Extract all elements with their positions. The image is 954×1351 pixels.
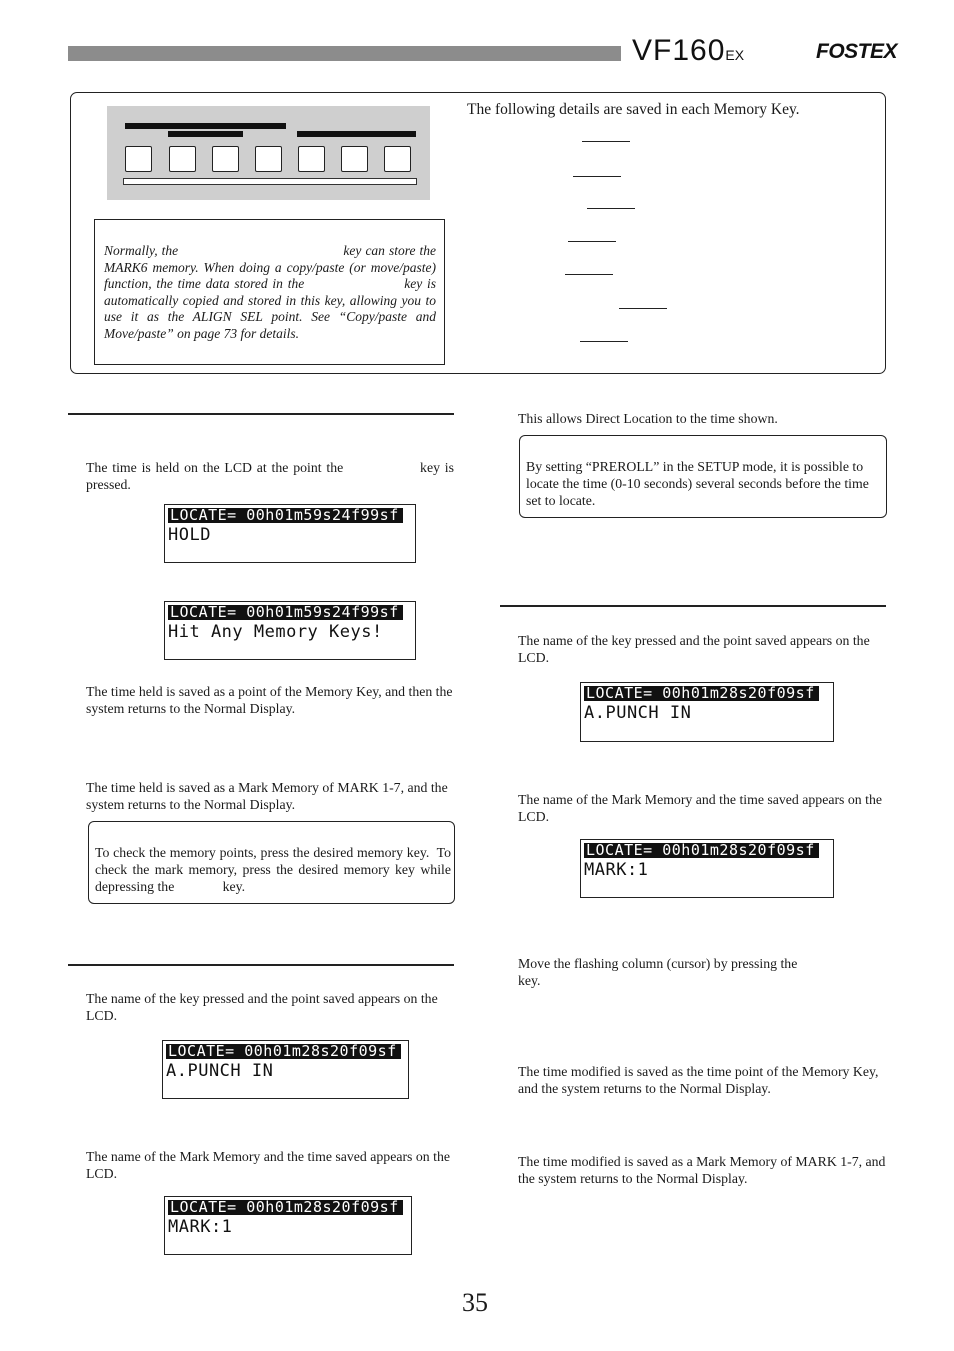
brand-logo: FOSTEX [816, 40, 898, 63]
panel-bar [168, 131, 243, 137]
lcd-line-2: MARK:1 [168, 1217, 233, 1237]
section-rule [68, 413, 454, 415]
cursor-paragraph: Move the flashing column (cursor) by pressing the key. [518, 956, 846, 988]
section-rule [68, 964, 454, 966]
lcd-line-1: LOCATE= 00h01m28s20f09sf [166, 1044, 401, 1059]
lcd-display [164, 601, 416, 660]
panel-bar [125, 123, 286, 129]
lcd-line-1: LOCATE= 00h01m59s24f99sf [168, 508, 403, 523]
header-bar [68, 46, 621, 61]
lcd-line-1: LOCATE= 00h01m28s20f09sf [584, 686, 819, 701]
underline [565, 274, 613, 275]
memory-key [212, 146, 239, 172]
saved-mark-paragraph: The time held is saved as a Mark Memory of MARK 1-7, and the system returns to the Normal Display. [86, 780, 452, 812]
lcd-line-2: A.PUNCH IN [166, 1061, 274, 1081]
hold-paragraph: The time is held on the LCD at the point the key is pressed. [86, 460, 458, 492]
lcd-display [580, 839, 834, 898]
underline [582, 141, 630, 142]
saved-point-paragraph: The time held is saved as a point of the Memory Key, and then the system returns to the Normal Display. [86, 684, 456, 716]
lcd-line-1: LOCATE= 00h01m59s24f99sf [168, 605, 403, 620]
time-modified-point-paragraph: The time modified is saved as the time point of the Memory Key, and the system returns to the Normal Display. [518, 1064, 882, 1096]
memory-key [169, 146, 196, 172]
lcd-line-2: A.PUNCH IN [584, 703, 692, 723]
underline [619, 308, 667, 309]
underline [587, 208, 635, 209]
lcd-line-1: LOCATE= 00h01m28s20f09sf [168, 1200, 403, 1215]
key-name-paragraph: The name of the key pressed and the point saved appears on the LCD. [86, 991, 442, 1023]
lcd-line-1: LOCATE= 00h01m28s20f09sf [584, 843, 819, 858]
lcd-line-2: HOLD [168, 525, 211, 545]
memory-key [384, 146, 411, 172]
model-name: VF160 [632, 34, 726, 67]
panel-bar [297, 131, 416, 137]
underline [580, 341, 628, 342]
memory-key [255, 146, 282, 172]
model-suffix: EX [725, 47, 745, 63]
key-name-paragraph: The name of the key pressed and the point saved appears on the LCD. [518, 633, 874, 665]
panel-rail [123, 178, 417, 185]
mark-name-paragraph: The name of the Mark Memory and the time saved appears on the LCD. [518, 792, 886, 824]
model-logo [632, 34, 744, 68]
lcd-display [164, 504, 416, 563]
underline [568, 241, 616, 242]
memory-key [125, 146, 152, 172]
lcd-line-2: MARK:1 [584, 860, 649, 880]
lcd-display [164, 1196, 412, 1255]
mark6-note-text: Normally, the key can store the MARK6 memory. When doing a copy/paste (or move/paste) function, the time data stored in the key is automatically copied and stored in this key, allowing you to use it as the ALIGN SEL point. See “Copy/paste and Move/paste” on page 73 for details. [104, 243, 440, 341]
lcd-display [162, 1040, 409, 1099]
preroll-note: By setting “PREROLL” in the SETUP mode, it is possible to locate the time (0-10 seconds) several seconds before the time set to locate. [526, 459, 873, 508]
page-number: 35 [462, 1288, 488, 1317]
section-rule [500, 605, 886, 607]
underline [573, 176, 621, 177]
memory-key [298, 146, 325, 172]
lcd-display [580, 682, 834, 742]
lcd-line-2: Hit Any Memory Keys! [168, 622, 383, 642]
memory-key [341, 146, 368, 172]
direct-location-paragraph: This allows Direct Location to the time shown. [518, 411, 778, 426]
memory-key-intro: The following details are saved in each Memory Key. [467, 101, 800, 118]
check-memory-note: To check the memory points, press the desired memory key. To check the mark memory, press the desired memory key while depressing the key. [95, 845, 455, 894]
time-modified-mark-paragraph: The time modified is saved as a Mark Memory of MARK 1-7, and the system returns to the Normal Display. [518, 1154, 889, 1186]
memory-key-panel-illustration [107, 106, 430, 200]
mark-name-paragraph: The name of the Mark Memory and the time saved appears on the LCD. [86, 1149, 454, 1181]
